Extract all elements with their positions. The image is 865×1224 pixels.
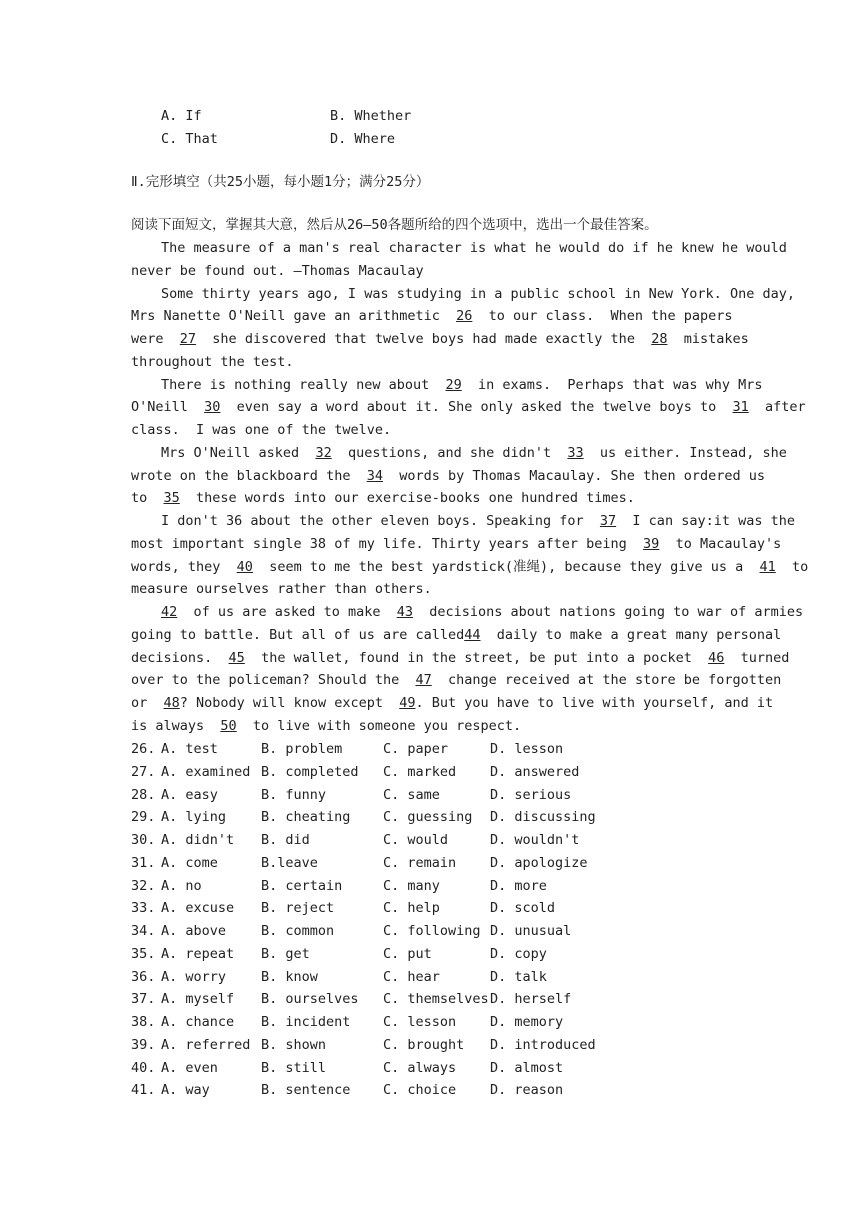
passage-line — [131, 626, 781, 644]
question-number: 29. — [131, 809, 156, 826]
option-b: B. common — [261, 923, 335, 939]
option-b: B. problem — [261, 741, 343, 757]
option-d: D. answered — [490, 763, 580, 780]
text-segment: There is nothing really new about — [161, 377, 446, 393]
passage-line — [131, 717, 521, 735]
question-number: 41. — [131, 1082, 156, 1099]
option-d: D. apologize — [490, 854, 588, 871]
blank-30: 30 — [204, 399, 221, 415]
option-c: C. same — [383, 786, 440, 803]
text-segment: I can say:it was the — [616, 513, 795, 529]
passage-line — [161, 376, 762, 394]
blank-34: 34 — [366, 468, 383, 484]
passage-line — [161, 512, 795, 530]
text-segment: these words into our exercise-books one hundred times. — [179, 490, 635, 506]
option-c: C. always — [383, 1059, 457, 1076]
option-a: A. excuse — [161, 900, 235, 917]
question-number: 32. — [131, 877, 156, 894]
blank-49: 49 — [399, 695, 416, 711]
option-b: B. reject — [261, 900, 335, 917]
option-c: C. many — [383, 877, 440, 894]
option-c: C. guessing — [383, 809, 473, 826]
blank-50: 50 — [220, 718, 237, 734]
option-b: B. know — [261, 968, 318, 985]
option-b: B. cheating — [261, 809, 351, 826]
text-segment: words, they — [131, 559, 237, 575]
blank-37: 37 — [599, 513, 617, 529]
passage-line: measure ourselves rather than others. — [131, 581, 432, 597]
text-segment: to live with someone you respect. — [236, 718, 522, 734]
text-segment: turned — [724, 650, 790, 666]
option-d: D. introduced — [490, 1036, 596, 1053]
option-c: C. would — [383, 832, 449, 848]
passage-line — [131, 398, 806, 416]
option-a: A. easy — [161, 786, 218, 803]
blank-35: 35 — [163, 490, 180, 506]
text-segment: change received at the store be forgotten — [431, 672, 782, 688]
text-segment: decisions about nations going to war of armies — [412, 604, 804, 620]
question-number: 35. — [131, 945, 156, 962]
option-c: C. paper — [383, 741, 449, 757]
question-number: 40. — [131, 1059, 156, 1076]
instruction: 阅读下面短文，掌握其大意，然后从26—50各题所给的四个选项中，选出一个最佳答案。 — [131, 217, 658, 233]
text-segment: the wallet, found in the street, be put into a pocket — [244, 650, 709, 666]
question-number: 37. — [131, 991, 156, 1008]
option-d: D. scold — [490, 900, 556, 917]
question-number: 33. — [131, 900, 156, 917]
question-number: 34. — [131, 923, 156, 939]
option-d: D. memory — [490, 1014, 564, 1030]
option-d: D. lesson — [490, 741, 564, 757]
passage-line — [131, 649, 789, 667]
text-segment: of us are asked to make — [177, 604, 397, 620]
blank-44: 44 — [464, 627, 481, 643]
blank-42: 42 — [161, 604, 178, 620]
option-a: A. chance — [161, 1014, 235, 1030]
option-d: D. discussing — [490, 809, 596, 826]
blank-33: 33 — [567, 445, 584, 461]
option-b: B. ourselves — [261, 991, 359, 1008]
option-d: D. herself — [490, 991, 572, 1008]
blank-41: 41 — [759, 559, 776, 575]
passage-line: throughout the test. — [131, 354, 294, 370]
text-segment: in exams. Perhaps that was why Mrs — [461, 377, 763, 393]
q25-option-d: D. Where — [330, 131, 396, 147]
option-c: C. lesson — [383, 1014, 457, 1030]
option-b: B. certain — [261, 877, 343, 894]
passage-line: never be found out. —Thomas Macaulay — [131, 263, 424, 279]
option-b: B. funny — [261, 786, 327, 803]
option-a: A. above — [161, 923, 227, 939]
text-segment: were — [131, 331, 180, 347]
blank-29: 29 — [445, 377, 462, 393]
option-b: B.leave — [261, 854, 318, 871]
question-number: 28. — [131, 786, 156, 803]
option-d: D. more — [490, 877, 547, 894]
text-segment: over to the policeman? Should the — [131, 672, 416, 688]
option-a: A. no — [161, 877, 202, 894]
text-segment: or — [131, 695, 164, 711]
option-d: D. talk — [490, 968, 547, 985]
option-a: A. worry — [161, 968, 227, 985]
text-segment: she discovered that twelve boys had made exactly the — [196, 331, 652, 347]
option-c: C. remain — [383, 854, 457, 871]
blank-45: 45 — [228, 650, 245, 666]
option-d: D. reason — [490, 1082, 564, 1099]
passage-line: Some thirty years ago, I was studying in a public school in New York. One day, — [161, 286, 795, 302]
option-a: A. referred — [161, 1036, 251, 1053]
option-d: D. copy — [490, 945, 547, 962]
text-segment: to Macaulay's — [659, 536, 782, 552]
option-c: C. hear — [383, 968, 440, 985]
text-segment: mistakes — [667, 331, 749, 347]
text-segment: most important single 38 of my life. Thirty years after being — [131, 536, 644, 552]
option-a: A. lying — [161, 809, 227, 826]
text-segment: to — [775, 559, 809, 575]
text-segment: us either. Instead, she — [583, 445, 787, 461]
text-segment: decisions. — [131, 650, 229, 666]
option-c: C. themselves — [383, 991, 489, 1008]
question-number: 39. — [131, 1036, 156, 1053]
option-a: A. come — [161, 854, 218, 871]
passage-line — [131, 535, 781, 553]
option-d: D. almost — [490, 1059, 564, 1076]
option-c: C. brought — [383, 1036, 465, 1053]
text-segment: is always — [131, 718, 221, 734]
text-segment: O'Neill — [131, 399, 205, 415]
option-c: C. put — [383, 945, 432, 962]
passage-line — [131, 694, 773, 712]
blank-48: 48 — [163, 695, 180, 711]
text-segment: ? Nobody will know except — [179, 695, 400, 711]
text-segment: to our class. When the papers — [472, 308, 733, 324]
blank-28: 28 — [651, 331, 668, 347]
passage-line — [131, 307, 732, 325]
option-a: A. way — [161, 1082, 210, 1099]
text-segment: I don't 36 about the other eleven boys. Speaking for — [161, 513, 600, 529]
option-a: A. examined — [161, 763, 251, 780]
option-a: A. didn't — [161, 832, 235, 848]
option-d: D. wouldn't — [490, 832, 580, 848]
text-segment: to — [131, 490, 164, 506]
question-number: 31. — [131, 854, 156, 871]
option-c: C. following — [383, 923, 481, 939]
text-segment: after — [748, 399, 806, 415]
passage-line: class. I was one of the twelve. — [131, 422, 392, 438]
passage-line: The measure of a man's real character is what he would do if he knew he would — [161, 240, 787, 256]
text-segment: wrote on the blackboard the — [131, 468, 367, 484]
text-segment: . But you have to live with yourself, and it — [415, 695, 774, 711]
option-b: B. get — [261, 945, 310, 962]
option-b: B. shown — [261, 1036, 327, 1053]
question-number: 36. — [131, 968, 156, 985]
passage-line — [131, 467, 765, 485]
text-segment: daily to make a great many personal — [480, 627, 782, 643]
text-segment: Mrs Nanette O'Neill gave an arithmetic — [131, 308, 457, 324]
option-d: D. serious — [490, 786, 572, 803]
passage-line — [161, 603, 803, 621]
option-b: B. completed — [261, 763, 359, 780]
passage-line — [131, 330, 749, 348]
text-segment: seem to me the best yardstick(准绳), because they give us a — [252, 559, 760, 575]
text-segment: even say a word about it. She only asked the twelve boys to — [220, 399, 733, 415]
passage-line — [131, 671, 781, 689]
option-d: D. unusual — [490, 923, 572, 939]
text-segment: questions, and she didn't — [331, 445, 568, 461]
blank-27: 27 — [179, 331, 197, 347]
q25-option-a: A. If — [161, 108, 202, 124]
blank-46: 46 — [708, 650, 725, 666]
blank-40: 40 — [236, 559, 253, 575]
option-b: B. incident — [261, 1014, 351, 1030]
blank-39: 39 — [643, 536, 660, 552]
option-b: B. sentence — [261, 1082, 351, 1099]
blank-43: 43 — [396, 604, 413, 620]
text-segment: words by Thomas Macaulay. She then ordered us — [382, 468, 765, 484]
option-c: C. choice — [383, 1082, 457, 1099]
option-a: A. test — [161, 741, 218, 757]
passage-line — [161, 444, 787, 462]
q25-option-b: B. Whether — [330, 108, 412, 124]
question-number: 30. — [131, 832, 156, 848]
question-number: 26. — [131, 741, 156, 757]
section-title: Ⅱ.完形填空（共25小题，每小题1分；满分25分） — [131, 174, 430, 190]
option-b: B. still — [261, 1059, 327, 1076]
blank-32: 32 — [315, 445, 332, 461]
option-a: A. repeat — [161, 945, 235, 962]
blank-47: 47 — [415, 672, 432, 688]
passage-line — [131, 489, 635, 507]
text-segment: going to battle. But all of us are called — [131, 627, 465, 643]
passage-line — [131, 558, 808, 576]
q25-option-c: C. That — [161, 131, 218, 147]
blank-31: 31 — [732, 399, 749, 415]
option-b: B. did — [261, 832, 310, 848]
option-a: A. even — [161, 1059, 218, 1076]
option-c: C. marked — [383, 763, 457, 780]
text-segment: Mrs O'Neill asked — [161, 445, 316, 461]
option-a: A. myself — [161, 991, 235, 1008]
question-number: 38. — [131, 1014, 156, 1030]
blank-26: 26 — [456, 308, 473, 324]
option-c: C. help — [383, 900, 440, 917]
question-number: 27. — [131, 763, 156, 780]
